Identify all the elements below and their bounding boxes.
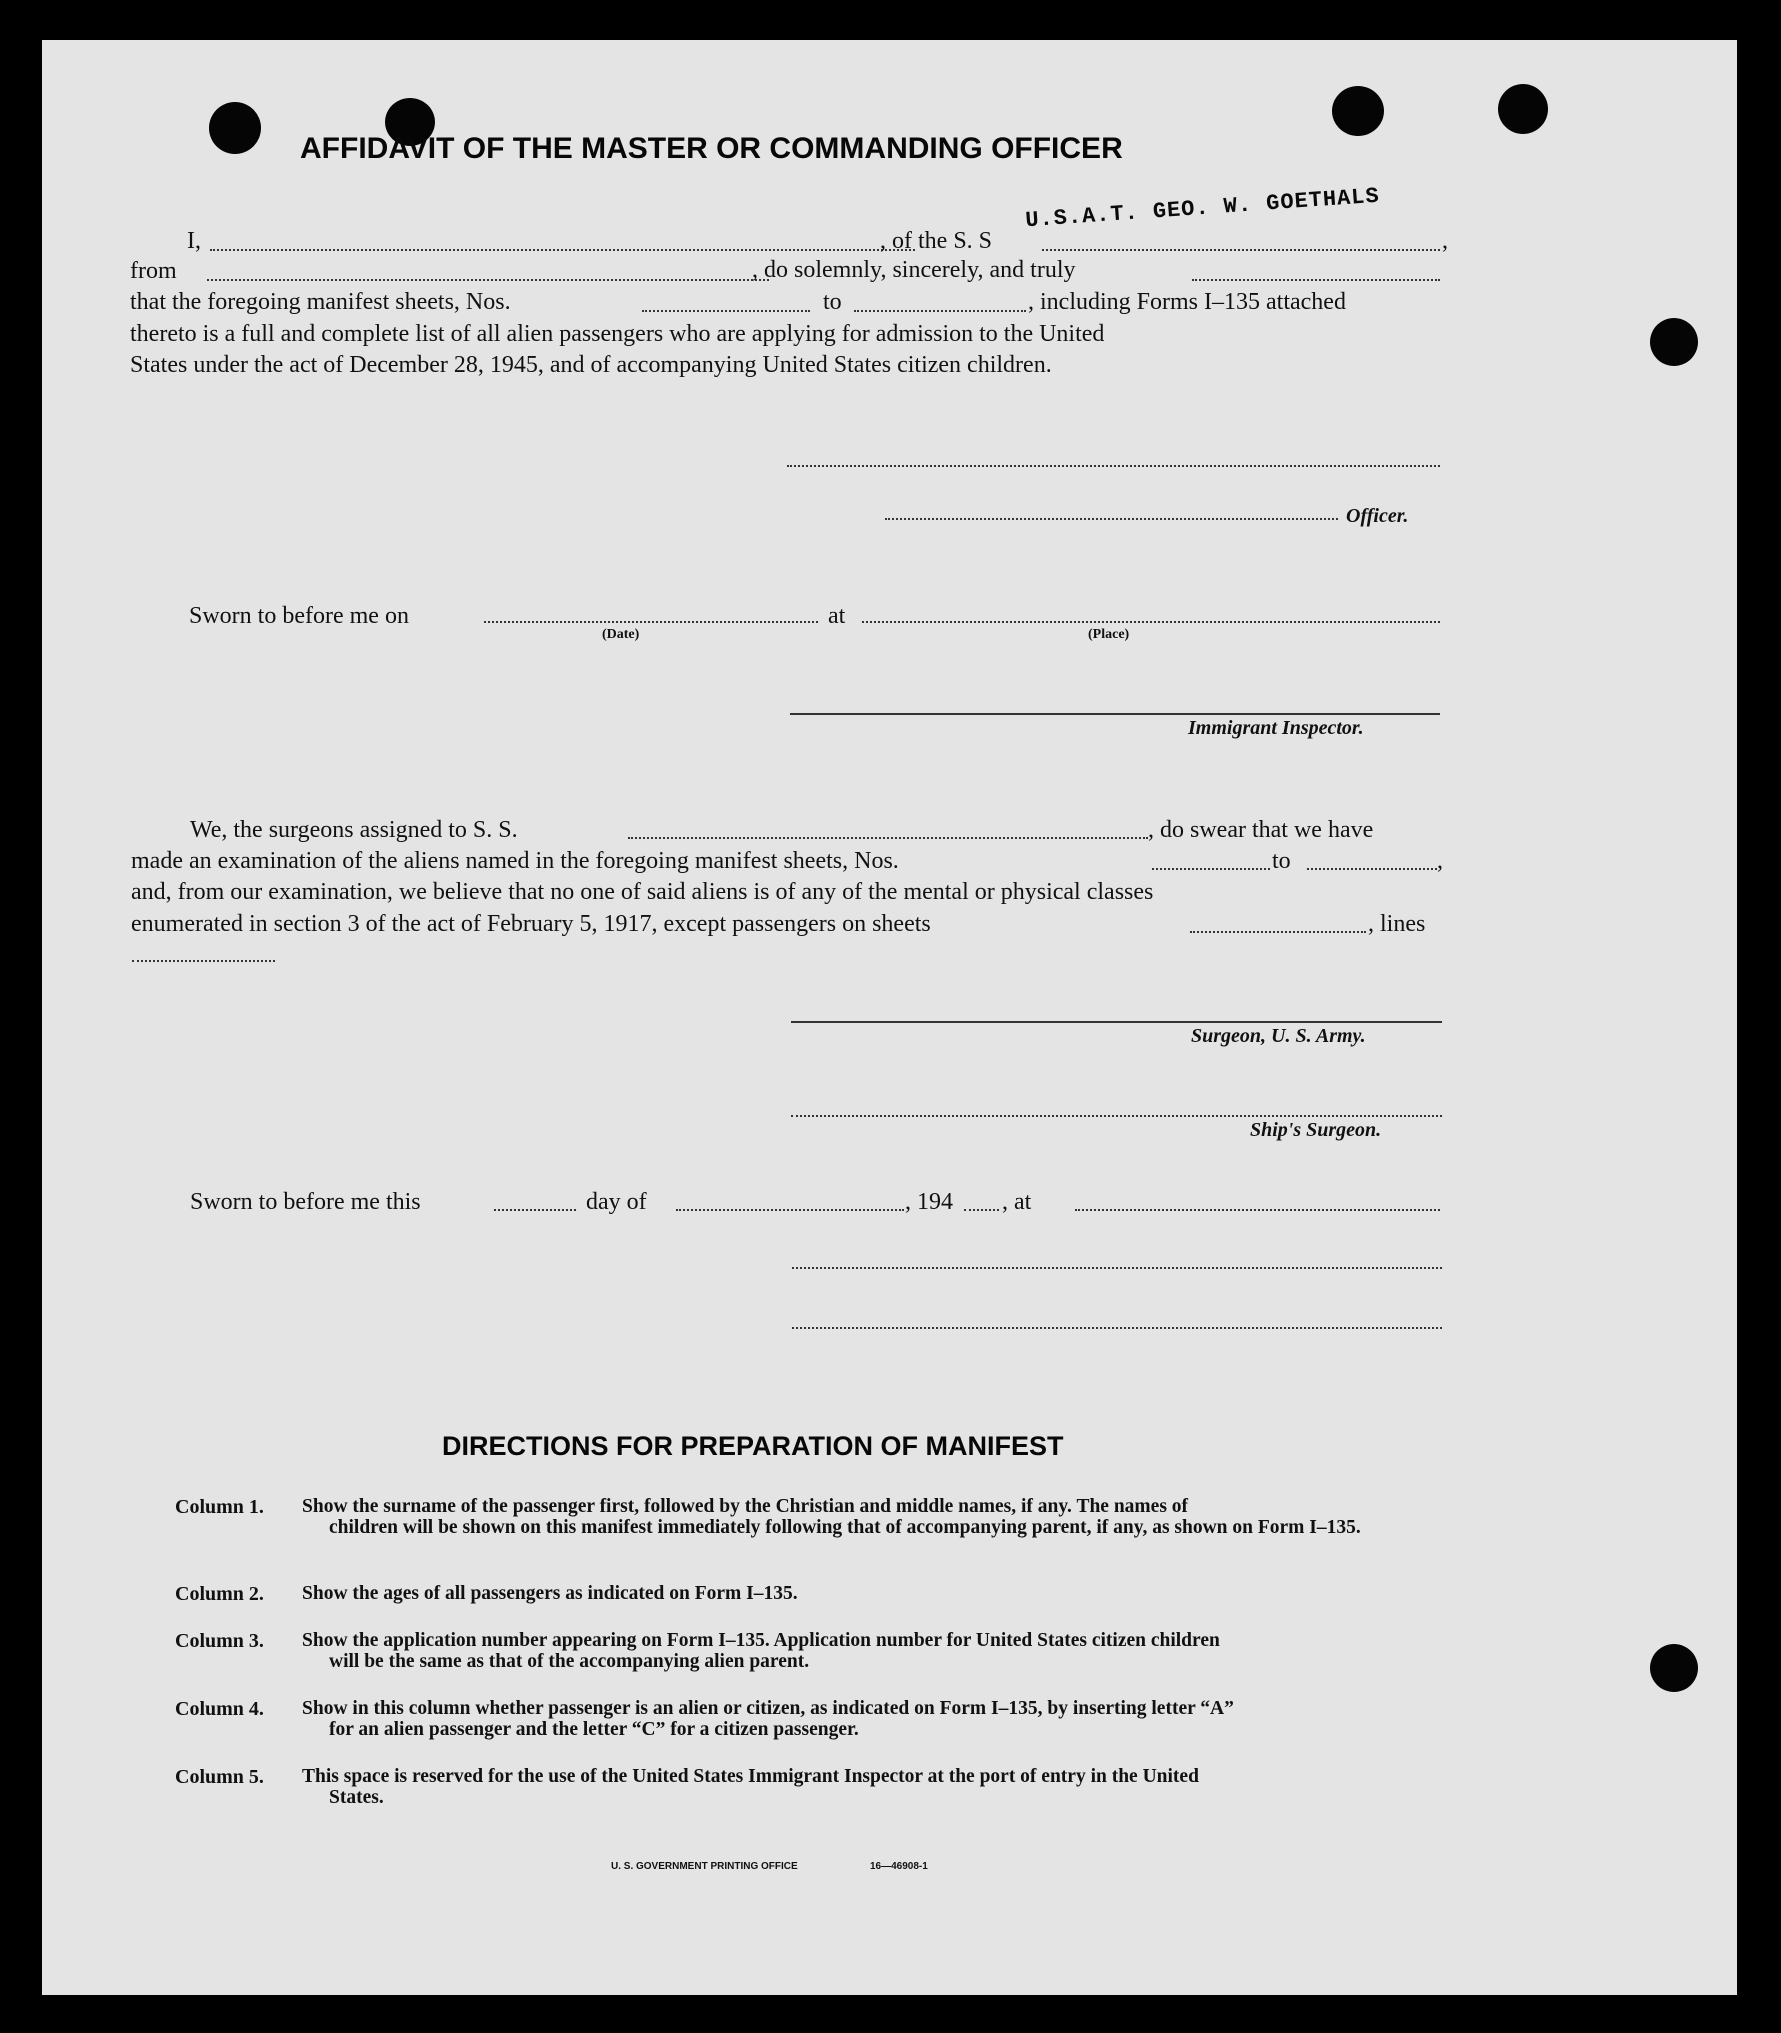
affidavit-line3-c: , including Forms I–135 attached <box>1028 289 1346 315</box>
date-caption: (Date) <box>602 627 640 642</box>
column-1-line1: Show the surname of the passenger first, followed by the Christian and middle names, if any. The names of <box>302 1496 1189 1517</box>
inspector-label: Immigrant Inspector. <box>1188 717 1364 739</box>
column-2-text <box>302 1583 1488 1604</box>
sworn-at: at <box>828 603 846 629</box>
column-5-label: Column 5. <box>175 1766 264 1788</box>
surgeons-line2-comma: , <box>1437 848 1443 874</box>
column-5-line1: This space is reserved for the use of the United States Immigrant Inspector at the port of entry in the United <box>302 1766 1199 1787</box>
sworn2-this: Sworn to before me this <box>190 1189 421 1215</box>
punch-hole <box>1498 84 1548 134</box>
column-2-label: Column 2. <box>175 1583 264 1605</box>
affidavit-line5: States under the act of December 28, 1945, and of accompanying United States citizen children. <box>130 352 1052 378</box>
oath-field[interactable] <box>1192 279 1440 281</box>
column-5-rest: States. <box>329 1787 384 1808</box>
except-sheets-field[interactable] <box>1190 931 1366 933</box>
punch-hole <box>209 102 261 154</box>
punch-hole <box>1332 86 1384 136</box>
affidavit-line2-from: from <box>130 258 177 284</box>
surgeons-line4-lines: , lines <box>1368 911 1426 937</box>
punch-hole <box>1650 318 1698 366</box>
sworn2-place-field[interactable] <box>1075 1209 1440 1211</box>
officer-signature-line[interactable] <box>885 518 1338 520</box>
ship-surgeon-label: Ship's Surgeon. <box>1250 1119 1382 1141</box>
sworn2-day-field[interactable] <box>494 1209 576 1211</box>
inspector-signature-line[interactable] <box>790 713 1440 715</box>
affidavit-line1-ship: , of the S. S <box>880 228 993 254</box>
sworn-before-on: Sworn to before me on <box>189 603 409 629</box>
from-field[interactable] <box>207 279 769 281</box>
column-1-text <box>302 1496 1488 1538</box>
army-surgeon-label: Surgeon, U. S. Army. <box>1191 1025 1366 1047</box>
column-1-label: Column 1. <box>175 1496 264 1518</box>
punch-hole <box>1650 1644 1698 1692</box>
affidavit-line1-i: I, <box>187 228 201 254</box>
sworn2-year-field[interactable] <box>964 1209 999 1211</box>
directions-title: DIRECTIONS FOR PREPARATION OF MANIFEST <box>442 1431 1064 1461</box>
surgeons-line2-a: made an examination of the aliens named in the foregoing manifest sheets, Nos. <box>131 848 899 874</box>
exam-sheets-from-field[interactable] <box>1152 868 1270 870</box>
page-title: AFFIDAVIT OF THE MASTER OR COMMANDING OFFICER <box>300 132 1123 165</box>
place-caption: (Place) <box>1088 627 1130 642</box>
surgeons-line1-b: , do swear that we have <box>1148 817 1374 843</box>
surgeons-line3: and, from our examination, we believe that no one of said aliens is of any of the mental or physical classes <box>131 879 1154 905</box>
sworn2-signature-line-1[interactable] <box>792 1267 1442 1269</box>
ship-surgeon-signature-line[interactable] <box>791 1115 1442 1117</box>
sworn-date-field[interactable] <box>484 621 818 623</box>
ship-name-field[interactable] <box>1042 249 1440 251</box>
form-page <box>42 40 1737 1995</box>
officer-label: Officer. <box>1346 505 1409 527</box>
sheets-from-field[interactable] <box>642 310 810 312</box>
comma: , <box>1442 228 1448 254</box>
column-3-line1: Show the application number appearing on Form I–135. Application number for United States citizen children <box>302 1630 1220 1651</box>
form-code: 16—46908-1 <box>870 1861 928 1872</box>
printer-imprint: U. S. GOVERNMENT PRINTING OFFICE <box>611 1861 798 1872</box>
column-2-line1: Show the ages of all passengers as indicated on Form I–135. <box>302 1583 798 1604</box>
column-4-text <box>302 1698 1488 1740</box>
column-3-text <box>302 1630 1488 1672</box>
sworn2-year: , 194 <box>905 1189 953 1215</box>
column-4-rest: for an alien passenger and the letter “C” for a citizen passenger. <box>329 1719 859 1740</box>
surgeons-line1-a: We, the surgeons assigned to S. S. <box>190 817 518 843</box>
surgeons-line2-to: to <box>1272 848 1291 874</box>
sheets-to-field[interactable] <box>854 310 1026 312</box>
affidavit-line3-to: to <box>823 289 842 315</box>
column-3-rest: will be the same as that of the accompanying alien parent. <box>329 1651 810 1672</box>
master-signature-line[interactable] <box>787 465 1440 467</box>
sworn2-at: , at <box>1002 1189 1032 1215</box>
except-lines-field[interactable] <box>132 960 275 962</box>
column-3-label: Column 3. <box>175 1630 264 1652</box>
army-surgeon-signature-line[interactable] <box>791 1021 1442 1023</box>
sworn2-signature-line-2[interactable] <box>792 1327 1442 1329</box>
surgeons-ship-field[interactable] <box>628 837 1148 839</box>
sworn-place-field[interactable] <box>862 621 1440 623</box>
surgeons-line4-a: enumerated in section 3 of the act of February 5, 1917, except passengers on sheets <box>131 911 931 937</box>
sworn2-month-field[interactable] <box>676 1209 904 1211</box>
affidavit-line2-solemnly: , do solemnly, sincerely, and truly <box>752 257 1076 283</box>
sworn2-day-of: day of <box>586 1189 647 1215</box>
column-1-rest: children will be shown on this manifest immediately following that of accompanying parent, if any, as shown on Form I–135. <box>329 1517 1361 1538</box>
affidavit-line4: thereto is a full and complete list of all alien passengers who are applying for admission to the United <box>130 321 1105 347</box>
exam-sheets-to-field[interactable] <box>1307 868 1437 870</box>
name-field[interactable] <box>210 249 915 251</box>
column-4-line1: Show in this column whether passenger is an alien or citizen, as indicated on Form I–135, by inserting letter “A” <box>302 1698 1234 1719</box>
column-4-label: Column 4. <box>175 1698 264 1720</box>
ship-name-stamp: U.S.A.T. GEO. W. GOETHALS <box>1024 183 1381 234</box>
affidavit-line3-a: that the foregoing manifest sheets, Nos. <box>130 289 511 315</box>
column-5-text <box>302 1766 1488 1808</box>
